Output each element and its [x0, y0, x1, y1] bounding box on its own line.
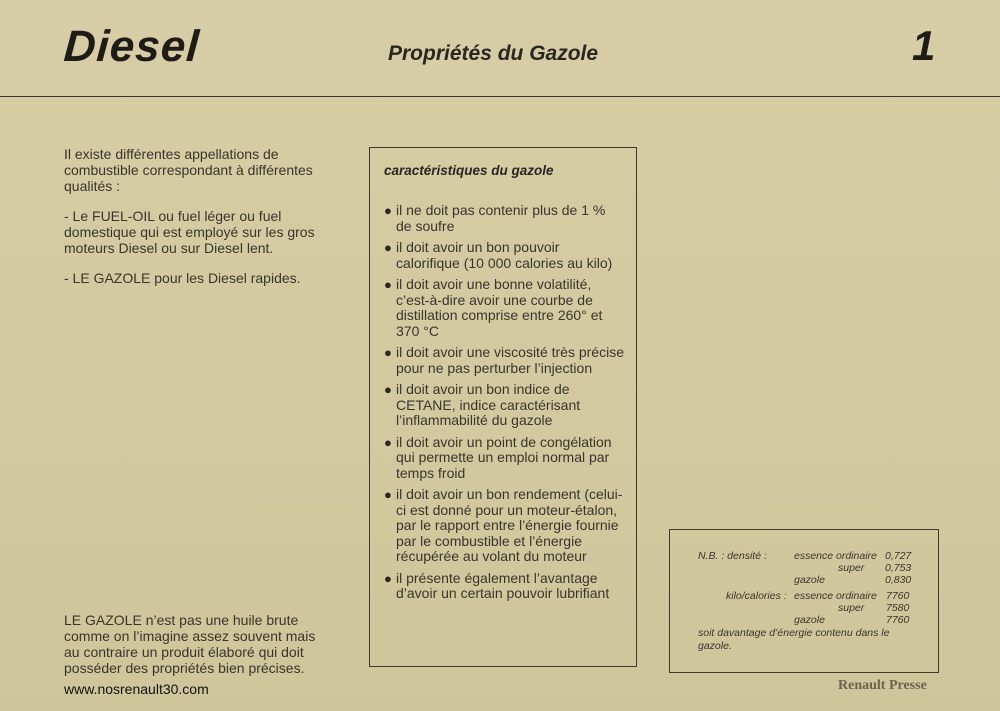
- nb-density-super: 0,753: [885, 562, 912, 574]
- nb-essence-label-2: essence: [794, 590, 834, 602]
- intro-text: [64, 146, 334, 300]
- nb-kcal-ordinaire: 7760: [886, 590, 910, 602]
- list-item: [384, 345, 624, 376]
- nb-label: N.B. : densité :: [698, 550, 767, 562]
- characteristics-list: [384, 203, 624, 608]
- list-item: [384, 277, 624, 339]
- nb-ordinaire-label: ordinaire: [836, 550, 877, 562]
- website-link[interactable]: www.nosrenault30.com: [64, 681, 209, 697]
- list-item-text: il doit avoir un bon indice de CETANE, indice caractérisant l’inflammabilité du gazole: [396, 381, 581, 428]
- list-item: [384, 487, 624, 565]
- renault-presse-brand: Renault Presse: [838, 678, 927, 693]
- characteristics-title: caractéristiques du gazole: [384, 163, 554, 178]
- nb-ordinaire-label-2: ordinaire: [836, 590, 877, 602]
- nb-kcal-gazole: 7760: [886, 614, 910, 626]
- nb-gazole-label-2: gazole: [794, 614, 825, 626]
- list-item-text: il doit avoir un bon rendement (celui-ci est donné pour un moteur-étalon, par le rapport entre l’énergie fournie par le combustible et l’énergie récupérée au volant du moteur: [396, 486, 623, 564]
- list-item: [384, 571, 624, 602]
- nb-gazole-label: gazole: [794, 574, 825, 586]
- bottom-paragraph: LE GAZOLE n’est pas une huile brute comme on l’imagine assez souvent mais au contraire un produit élaboré qui doit posséder des propriétés bien précises.: [64, 612, 316, 676]
- list-item-text: il doit avoir une viscosité très précise pour ne pas perturber l’injection: [396, 344, 624, 376]
- nb-kcal-super: 7580: [886, 602, 910, 614]
- nb-footnote: soit davantage d’énergie contenu dans le gazole.: [698, 627, 890, 652]
- list-item: [384, 240, 624, 271]
- list-item: [384, 435, 624, 482]
- nb-super-label-2: super: [838, 602, 865, 614]
- nb-kilo-label: kilo/calories :: [726, 590, 787, 602]
- intro-paragraph-1: Il existe différentes appellations de combustible correspondant à différentes qualités :: [64, 146, 313, 194]
- page-number: 1: [912, 22, 936, 69]
- intro-paragraph-3: - LE GAZOLE pour les Diesel rapides.: [64, 270, 301, 286]
- list-item-text: il ne doit pas contenir plus de 1 % de soufre: [396, 202, 606, 234]
- nb-density-gazole: 0,830: [885, 574, 912, 586]
- document-subtitle: Propriétés du Gazole: [388, 42, 599, 65]
- header-divider: [0, 96, 1000, 97]
- bullet-icon: ●: [384, 240, 392, 255]
- list-item: [384, 203, 624, 234]
- bullet-icon: ●: [384, 277, 392, 292]
- bullet-icon: ●: [384, 345, 392, 360]
- bullet-icon: ●: [384, 382, 392, 397]
- list-item-text: il doit avoir un bon pouvoir calorifique (10 000 calories au kilo): [396, 239, 613, 271]
- document-title: Diesel: [62, 22, 202, 71]
- bullet-icon: ●: [384, 203, 392, 218]
- intro-paragraph-2: - Le FUEL-OIL ou fuel léger ou fuel domestique qui est employé sur les gros moteurs Diesel ou sur Diesel lent.: [64, 208, 315, 256]
- list-item: [384, 382, 624, 429]
- list-item-text: il doit avoir un point de congélation qui permette un emploi normal par temps froid: [396, 433, 612, 481]
- bullet-icon: ●: [384, 434, 392, 450]
- nb-super-label: super: [838, 562, 865, 574]
- nb-density-box: [669, 529, 939, 673]
- bullet-icon: ●: [384, 570, 392, 586]
- nb-density-ordinaire: 0,727: [885, 550, 912, 562]
- characteristics-box: [369, 147, 637, 667]
- bullet-icon: ●: [384, 487, 392, 502]
- list-item-text: il présente également l’avantage d’avoir un certain pouvoir lubrifiant: [396, 569, 610, 601]
- nb-essence-label: essence: [794, 550, 834, 562]
- list-item-text: il doit avoir une bonne volatilité, c’est-à-dire avoir une courbe de distillation comprise entre 260° et 370 °C: [396, 276, 603, 339]
